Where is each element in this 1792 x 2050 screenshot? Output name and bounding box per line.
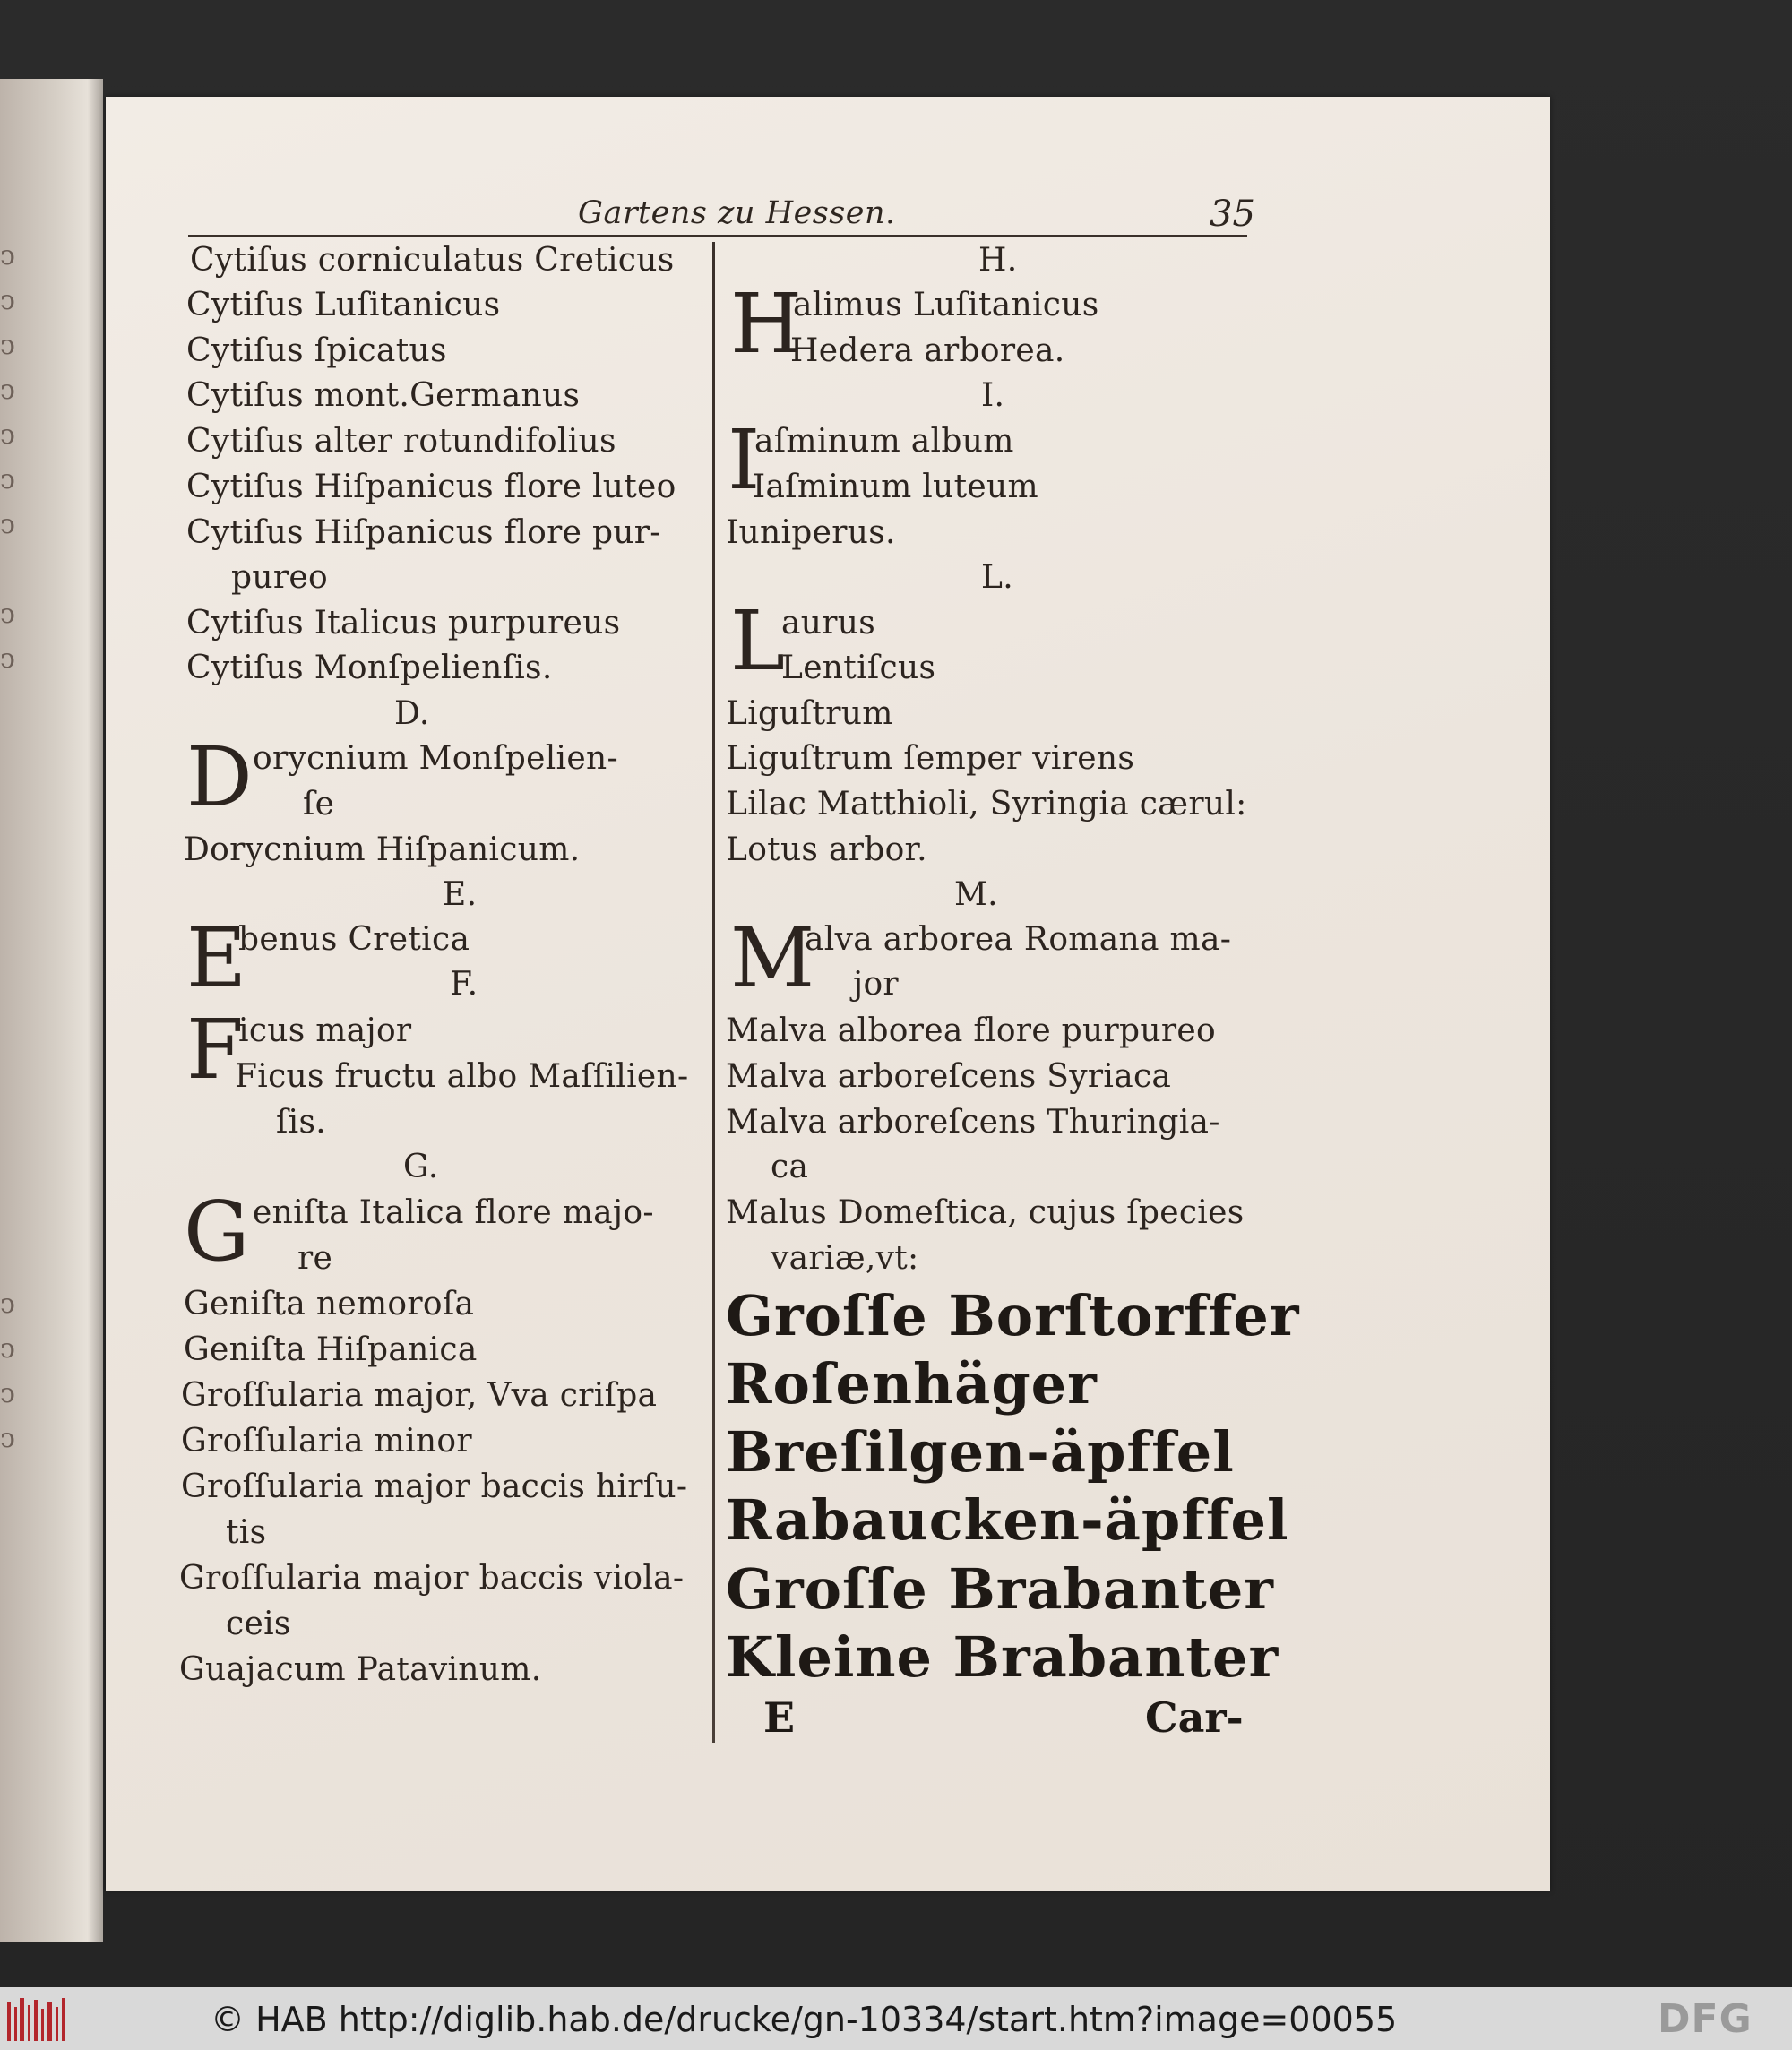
edge-mark: ↄ [0,330,15,361]
list-item: aurus [781,605,876,642]
list-item: Cytiſus Hiſpanicus flore pur- [186,514,661,551]
list-item: alva arborea Romana ma- [805,921,1232,958]
list-item: Groſſularia major baccis hirſu- [181,1469,688,1505]
list-item: Lentiſcus [781,650,936,686]
edge-mark: ↄ [0,464,15,495]
list-item: Cytiſus Monſpelienſis. [186,650,553,686]
edge-mark: ↄ [0,375,15,406]
list-item: Groſſularia major baccis viola- [179,1560,685,1597]
drop-initial: I [728,412,761,508]
drop-initial: D [186,729,253,825]
list-item: Malva alborea flore purpureo [726,1012,1216,1049]
list-item: Guajacum Patavinum. [179,1651,542,1688]
list-item: Cytiſus corniculatus Creticus [190,242,675,279]
list-item-continuation: tis [226,1514,267,1551]
list-item-continuation: ca [771,1149,809,1185]
list-item: Lotus arbor. [726,831,927,868]
list-item: orycnium Monſpelien- [253,740,618,777]
list-item: Liguſtrum [726,695,893,732]
list-item: Cytiſus ſpicatus [186,332,447,369]
edge-mark: ↄ [0,509,15,540]
list-item: Cytiſus Italicus purpureus [186,605,621,642]
list-item-continuation: pureo [231,559,328,596]
edge-mark: ↄ [0,1423,15,1454]
fraktur-item: Rabaucken-äpffel [726,1487,1289,1553]
section-letter: M. [954,876,998,913]
drop-initial: F [186,1002,244,1098]
dfg-logo: DFG [1658,1996,1753,2042]
fraktur-item: Kleine Brabanter [726,1624,1279,1690]
section-letter: I. [981,377,1005,414]
fraktur-item: Roſenhäger [726,1351,1098,1417]
list-item: Groſſularia minor [181,1423,472,1460]
list-item-continuation: ceis [226,1606,291,1642]
list-item: Cytiſus Luſitanicus [186,287,501,323]
list-item: Geniſta Hiſpanica [184,1331,478,1368]
section-letter: G. [403,1149,439,1185]
drop-initial: M [730,910,815,1006]
section-letter: F. [450,966,478,1003]
list-item: aſminum album [754,423,1014,460]
hab-barcode-icon [7,1998,79,2045]
list-item: Geniſta nemoroſa [184,1286,475,1322]
section-letter: E. [443,876,478,913]
list-item: Cytiſus alter rotundifolius [186,423,616,460]
list-item: icus major [238,1012,412,1049]
column-divider [712,242,715,1743]
header-rule [188,235,1247,237]
edge-mark: ↄ [0,1333,15,1365]
section-letter: D. [394,695,430,732]
edge-mark: ↄ [0,1378,15,1409]
list-item: Malus Domeſtica, cujus ſpecies [726,1194,1245,1231]
list-item: eniſta Italica flore majo- [253,1194,654,1231]
catchword: Car- [1145,1693,1244,1742]
list-item: Cytiſus Hiſpanicus flore luteo [186,469,676,505]
list-item-continuation: variæ,vt: [771,1240,919,1277]
list-item: Cytiſus mont.Germanus [186,377,581,414]
drop-initial: G [184,1184,250,1279]
fraktur-item: Breſilgen-äpffel [726,1419,1235,1485]
copyright-url[interactable]: © HAB http://diglib.hab.de/drucke/gn-10334/start.htm?image=00055 [211,2000,1398,2039]
drop-initial: E [186,910,247,1006]
edge-mark: ↄ [0,240,15,271]
edge-mark: ↄ [0,419,15,451]
section-letter: L. [981,559,1013,596]
drop-initial: H [730,276,803,372]
signature-mark: E [763,1693,796,1742]
drop-initial: L [730,593,786,689]
edge-mark: ↄ [0,643,15,675]
left-page-edge [0,79,103,1942]
page-number: 35 [1210,194,1255,235]
list-item: Groſſularia major, Vva criſpa [181,1377,658,1414]
edge-mark: ↄ [0,599,15,630]
edge-mark: ↄ [0,285,15,316]
list-item: Iuniperus. [726,514,896,551]
list-item: Iaſminum luteum [753,469,1038,505]
section-letter: H. [978,242,1018,279]
edge-mark: ↄ [0,1288,15,1320]
list-item: Malva arboreſcens Syriaca [726,1058,1172,1095]
list-item: Ficus fructu albo Maſſilien- [235,1058,689,1095]
list-item: benus Cretica [238,921,470,958]
list-item: Lilac Matthioli, Syringia cærul: [726,786,1247,823]
list-item-continuation: jor [853,966,899,1003]
list-item-continuation: ſis. [276,1104,326,1141]
running-head: Gartens zu Hessen. [578,195,896,231]
fraktur-item: Groſſe Brabanter [726,1556,1274,1622]
list-item: Hedera arborea. [790,332,1065,369]
list-item: Dorycnium Hiſpanicum. [184,831,581,868]
fraktur-item: Groſſe Borſtorffer [726,1283,1300,1348]
list-item: Malva arboreſcens Thuringia- [726,1104,1220,1141]
list-item: alimus Luſitanicus [793,287,1099,323]
list-item-continuation: ſe [303,786,335,823]
list-item: Liguſtrum ſemper virens [726,740,1135,777]
list-item-continuation: re [297,1240,333,1277]
